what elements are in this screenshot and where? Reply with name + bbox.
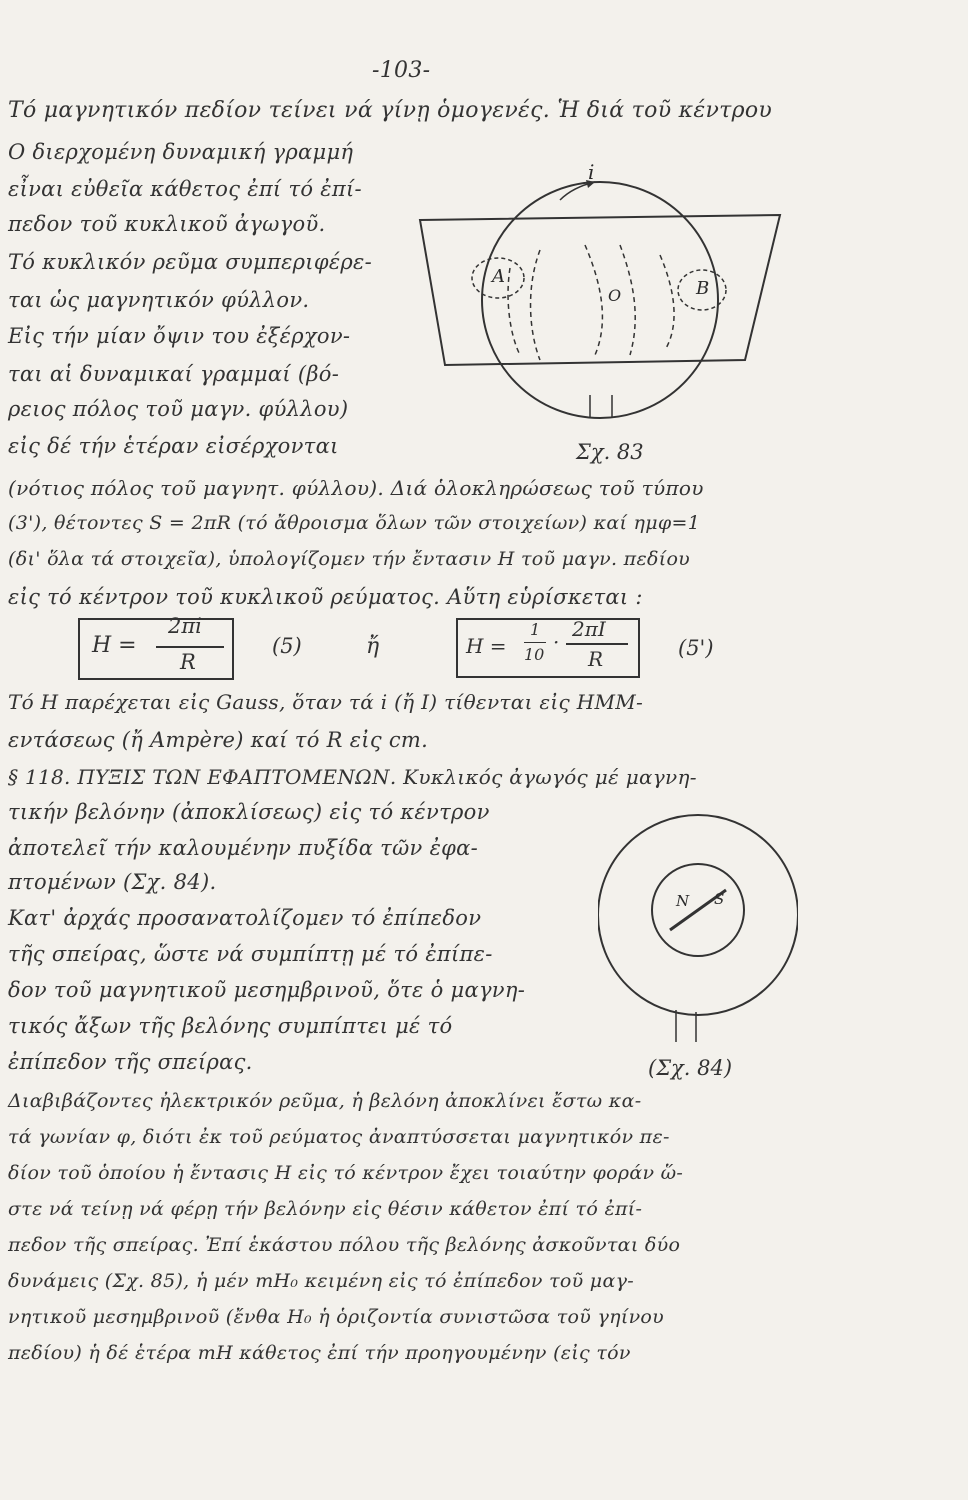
text-line: εἰς τό κέντρον τοῦ κυκλικοῦ ρεύματος. Αὕτη εὑρίσκεται : [8, 585, 643, 609]
text-line: πτομένων (Σχ. 84). [8, 870, 217, 894]
text-line: Διαβιβάζοντες ἠλεκτρικόν ρεῦμα, ἡ βελόνη ἀποκλίνει ἔστω κα- [8, 1090, 642, 1112]
formula-5-denominator: R [180, 650, 196, 674]
section-heading: § 118. ΠΥΞΙΣ ΤΩΝ ΕΦΑΠΤΟΜΕΝΩΝ. Κυκλικός ἀγωγός μέ μαγνη- [8, 765, 697, 789]
text-line: ἐπίπεδον τῆς σπείρας. [8, 1050, 253, 1074]
formula-5-numerator: 2πi [168, 614, 202, 638]
text-line: τικήν βελόνην (ἀποκλίσεως) εἰς τό κέντρον [8, 800, 490, 824]
formula-5p-factor-num: 1 [530, 620, 541, 639]
text-line: εντάσεως (ἤ Ampère) καί τό R εἰς cm. [8, 728, 429, 752]
figure-84-drawing [598, 780, 798, 1070]
formula-5-tag: (5) [272, 634, 302, 658]
text-line: Τό μαγνητικόν πεδίον τείνει νά γίνῃ ὁμογενές. Ἡ διά τοῦ κέντρου [8, 98, 773, 123]
text-line: Κατ' ἀρχάς προσανατολίζομεν τό ἐπίπεδον [8, 906, 482, 930]
center-label-o: O [608, 286, 622, 305]
text-line: πεδον τῆς σπείρας. Ἐπί ἑκάστου πόλου τῆς βελόνης ἀσκοῦνται δύο [8, 1234, 681, 1256]
text-line: Εἰς τήν μίαν ὄψιν του ἐξέρχον- [8, 324, 351, 348]
formula-5p-numerator: 2πI [572, 617, 606, 641]
text-line: στε νά τείνῃ νά φέρῃ τήν βελόνην εἰς θέσιν κάθετον ἐπί τό ἐπί- [8, 1198, 643, 1220]
text-line: τικός ἄξων τῆς βελόνης συμπίπτει μέ τό [8, 1014, 453, 1038]
fraction-bar [524, 642, 546, 643]
page-number: -103- [372, 58, 431, 83]
figure-83-drawing [410, 160, 790, 425]
text-line: Ο διερχομένη δυναμική γραμμή [8, 140, 354, 164]
needle-label-n: N [676, 892, 690, 910]
pole-label-a: A [492, 266, 505, 287]
text-line: ἀποτελεῖ τήν καλουμένην πυξίδα τῶν ἐφα- [8, 836, 479, 860]
formula-5p-tag: (5') [678, 636, 714, 660]
text-line: τά γωνίαν φ, διότι ἐκ τοῦ ρεύματος ἀναπτύσσεται μαγνητικόν πε- [8, 1126, 670, 1148]
figure-84-caption: (Σχ. 84) [648, 1056, 733, 1080]
fraction-bar [566, 643, 628, 645]
figure-84 [598, 780, 798, 1070]
formula-5p-denominator: R [588, 647, 604, 671]
pole-label-b: B [696, 278, 710, 299]
text-line: ρειος πόλος τοῦ μαγν. φύλλου) [8, 397, 349, 421]
text-line: ται αἱ δυναμικαί γραμμαί (βό- [8, 362, 340, 386]
text-line: (νότιος πόλος τοῦ μαγνητ. φύλλου). Διά ὁλοκληρώσεως τοῦ τύπου [8, 476, 704, 500]
formula-5p-dot: · [553, 630, 560, 654]
text-line: νητικοῦ μεσημβρινοῦ (ἔνθα H₀ ἡ ὁριζοντία συνιστῶσα τοῦ γηίνου [8, 1306, 665, 1328]
text-line: δον τοῦ μαγνητικοῦ μεσημβρινοῦ, ὅτε ὁ μαγνη- [8, 978, 526, 1002]
text-line: (3'), θέτοντες S = 2πR (τό ἄθροισμα ὅλων τῶν στοιχείων) καί ημφ=1 [8, 512, 701, 534]
text-line: εἰς δέ τήν ἑτέραν εἰσέρχονται [8, 434, 339, 458]
fraction-bar [156, 646, 224, 648]
needle-label-s: S [714, 890, 725, 908]
text-line: ται ὡς μαγνητικόν φύλλον. [8, 288, 310, 312]
formula-5p-factor-den: 10 [524, 645, 545, 664]
formula-5-lhs: H = [92, 633, 137, 658]
formula-5p-lhs: H = [466, 634, 507, 658]
text-line: Τό H παρέχεται εἰς Gauss, ὅταν τά i (ἤ I) τίθενται εἰς HMM- [8, 690, 644, 714]
text-line: δίον τοῦ ὁποίου ἡ ἔντασις H εἰς τό κέντρον ἔχει τοιαύτην φοράν ὥ- [8, 1162, 684, 1184]
text-line: πεδον τοῦ κυκλικοῦ ἀγωγοῦ. [8, 212, 326, 236]
figure-83 [410, 160, 790, 425]
text-line: δυνάμεις (Σχ. 85), ἡ μέν mH₀ κειμένη εἰς τό ἐπίπεδον τοῦ μαγ- [8, 1270, 634, 1292]
text-line: τῆς σπείρας, ὥστε νά συμπίπτῃ μέ τό ἐπίπε- [8, 942, 493, 966]
text-line: Τό κυκλικόν ρεῦμα συμπεριφέρε- [8, 250, 373, 274]
text-line: εἶναι εὐθεῖα κάθετος ἐπί τό ἐπί- [8, 177, 362, 201]
formula-connector: ἤ [366, 634, 380, 659]
text-line: πεδίου) ἡ δέ ἑτέρα mH κάθετος ἐπί τήν προηγουμένην (εἰς τόν [8, 1342, 631, 1364]
text-line: (δι' ὅλα τά στοιχεῖα), ὑπολογίζομεν τήν ἔντασιν H τοῦ μαγν. πεδίου [8, 548, 691, 570]
current-label: i [588, 160, 595, 184]
figure-83-caption: Σχ. 83 [576, 440, 644, 464]
